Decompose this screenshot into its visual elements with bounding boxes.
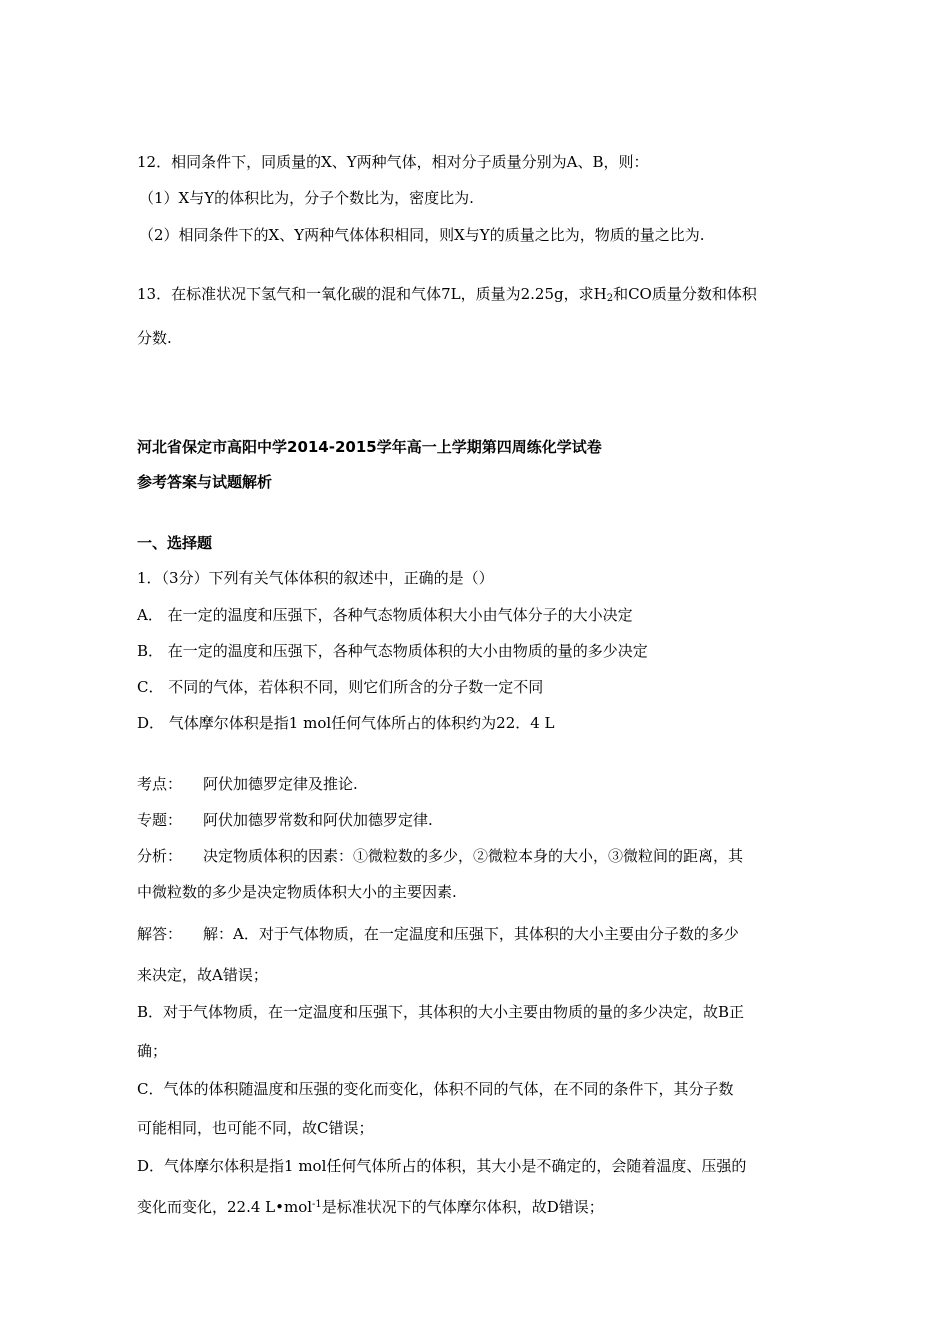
answer-b-line1: B．对于气体物质，在一定温度和压强下，其体积的大小主要由物质的量的多少决定，故B正 — [137, 1003, 745, 1021]
q12-part1: （1）X与Y的体积比为，分子个数比为，密度比为. — [139, 189, 474, 207]
zhuanti-text: 阿伏加德罗常数和阿伏加德罗定律. — [203, 811, 433, 829]
jieda-label: 解答： — [137, 925, 183, 943]
d2-pre: 变化而变化，22.4 L•mol — [137, 1198, 313, 1216]
q12-part2: （2）相同条件下的X、Y两种气体体积相同，则X与Y的质量之比为，物质的量之比为. — [139, 226, 705, 244]
answer-d-line1: D．气体摩尔体积是指1 mol任何气体所占的体积，其大小是不确定的，会随着温度、压强的 — [137, 1157, 747, 1175]
q1-option-a: A． 在一定的温度和压强下，各种气态物质体积大小由气体分子的大小决定 — [137, 606, 633, 624]
answer-subtitle: 参考答案与试题解析 — [137, 473, 273, 491]
zhuanti-label: 专题： — [137, 811, 183, 829]
answer-c-line2: 可能相同，也可能不同，故C错误； — [137, 1119, 374, 1137]
fenxi-text: 决定物质体积的因素：①微粒数的多少，②微粒本身的大小，③微粒间的距离，其 — [203, 847, 744, 865]
d2-superscript: -1 — [312, 1199, 322, 1210]
q13-line2: 分数. — [137, 329, 172, 347]
kaodian-text: 阿伏加德罗定律及推论. — [203, 775, 358, 793]
answer-title: 河北省保定市高阳中学2014-2015学年高一上学期第四周练化学试卷 — [137, 438, 602, 456]
kaodian-row — [137, 773, 358, 795]
q12-stem: 12．相同条件下，同质量的X、Y两种气体，相对分子质量分别为A、B，则： — [137, 153, 649, 171]
jieda-line2: 来决定，故A错误； — [137, 966, 268, 984]
fenxi-label: 分析： — [137, 847, 183, 865]
kaodian-label: 考点： — [137, 775, 183, 793]
q1-option-b: B． 在一定的温度和压强下，各种气态物质体积的大小由物质的量的多少决定 — [137, 642, 648, 660]
d2-post: 是标准状况下的气体摩尔体积，故D错误； — [321, 1198, 604, 1216]
q1-option-c: C． 不同的气体，若体积不同，则它们所含的分子数一定不同 — [137, 678, 544, 696]
section-heading: 一、选择题 — [137, 534, 213, 552]
jieda-text: 解：A．对于气体物质，在一定温度和压强下，其体积的大小主要由分子数的多少 — [203, 925, 739, 943]
answer-b-line2: 确； — [137, 1042, 168, 1060]
fenxi-row — [137, 845, 743, 867]
q13-stem — [137, 283, 757, 310]
jieda-row — [137, 923, 739, 945]
fenxi-line2: 中微粒数的多少是决定物质体积大小的主要因素. — [137, 883, 457, 901]
q13-post: 和CO质量分数和体积 — [613, 285, 757, 303]
q13-pre: 13．在标准状况下氢气和一氧化碳的混和气体7L，质量为2.25g，求H — [137, 285, 607, 303]
q13-subscript: 2 — [606, 293, 614, 304]
answer-d-line2 — [137, 1194, 604, 1218]
q1-option-d: D． 气体摩尔体积是指1 mol任何气体所占的体积约为22．4 L — [137, 714, 555, 732]
answer-c-line1: C．气体的体积随温度和压强的变化而变化，体积不同的气体，在不同的条件下，其分子数 — [137, 1080, 734, 1098]
zhuanti-row — [137, 809, 433, 831]
q1-stem: 1．（3分）下列有关气体体积的叙述中，正确的是（） — [137, 569, 494, 587]
